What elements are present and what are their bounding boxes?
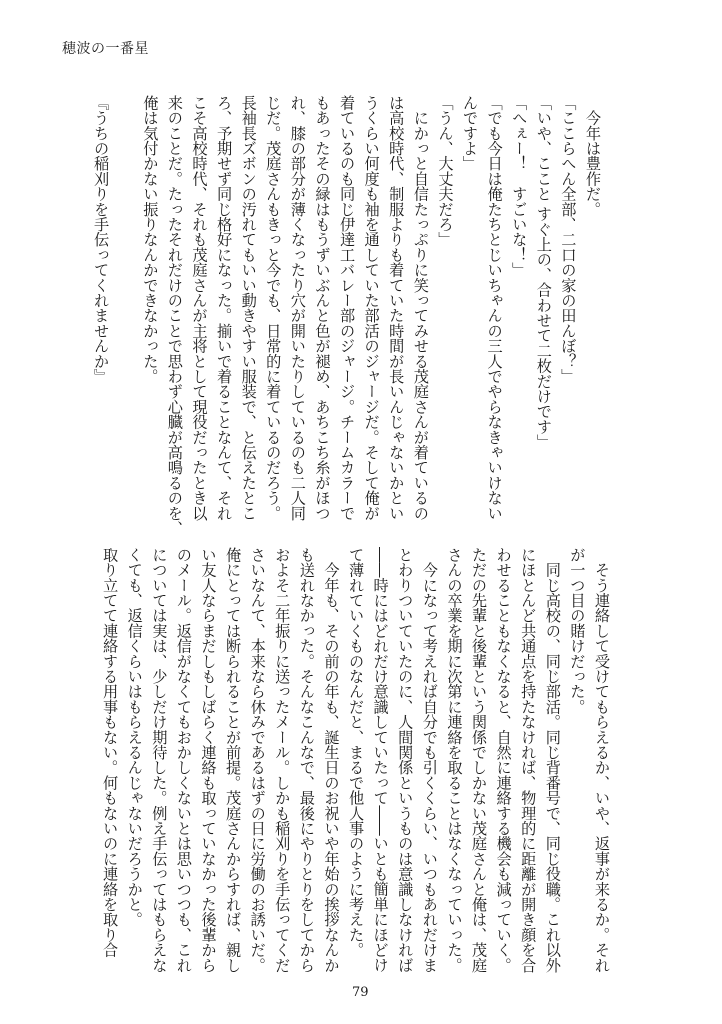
text-column: わせることもなくなると、自然に連絡する機会も減っていく。 <box>494 547 513 973</box>
text-column: については実は、少しだけ期待した。例え手伝ってはもらえな <box>150 547 169 973</box>
text-column: て薄れていくものなんだと、まるで他人事のように考えた。 <box>347 547 366 958</box>
text-column: とわりついていたのに、人間関係というものは意識しなければ <box>396 547 415 973</box>
text-column: 俺にとっては断られることが前提。茂庭さんからすれば、親し <box>224 547 243 973</box>
text-column <box>113 95 138 510</box>
running-header: 穂波の一番星 <box>62 41 149 57</box>
text-column: およそ二年振りに送ったメール。しかも稲刈りを手伝ってくだ <box>273 547 292 973</box>
text-column: 着ているのも同じ伊達工バレー部のジャージ。チームカラーで <box>338 95 357 521</box>
page-number: 79 <box>352 985 369 1000</box>
text-column: 「うん、大丈夫だろ」 <box>436 95 455 247</box>
text-column: 「いや、ここと すぐ上の、合わせて二枚だけです」 <box>534 95 553 450</box>
lower-text-block <box>98 547 614 973</box>
text-column: 取り立てて連絡する用事もない。何もないのに連絡を取り合 <box>101 547 120 958</box>
text-column: こそ高校時代、それも茂庭さんが主将として現役だったとき以 <box>190 95 209 521</box>
text-column: 「でも今日は俺たちとじいちゃんの三人でやらなきゃいけない <box>485 95 504 521</box>
text-column: が一つ目の賭けだった。 <box>568 547 587 715</box>
text-column: んですよ」 <box>461 95 480 171</box>
text-column: もあったその緑はもうずいぶんと色が褪め、あちこち糸がほつ <box>313 95 332 521</box>
text-column: さいなんて、本来なら休みであるはずの日に労働のお誘いだ。 <box>248 547 267 973</box>
text-column: い友人ならまだしもしばらく連絡も取っていなかった後輩から <box>199 547 218 973</box>
text-column: のメール。返信がなくてもおかしくないとは思いつつも、これ <box>174 547 193 973</box>
text-column: じだ。茂庭さんもきっと今でも、日常的に着ているのだろう。 <box>264 95 283 521</box>
text-column: 長袖長ズボンの汚れてもいい動きやすい服装で、と伝えたとこ <box>239 95 258 521</box>
text-column: ただの先輩と後輩という関係でしかない茂庭さんと俺は、茂庭 <box>470 547 489 973</box>
text-column: 「ここらへん全部、二口の家の田んぼ？」 <box>559 95 578 384</box>
text-column: 同じ高校の、同じ部活。同じ背番号で、同じ役職。これ以外 <box>543 547 562 973</box>
text-column: にほとんど共通点を持たなければ、物理的に距離が開き顔を合 <box>519 547 538 973</box>
text-column: れ、膝の部分が薄くなったり穴が開いたりしているのも二人同 <box>288 95 307 521</box>
text-column: 今年も、その前の年も、誕生日のお祝いや年始の挨拶なんか <box>322 547 341 973</box>
text-column: 今年は豊作だ。 <box>584 95 602 217</box>
text-column: ろ、予期せず同じ格好になった。揃いで着ることなんて、それ <box>215 95 234 521</box>
upper-text-block <box>89 95 605 536</box>
text-column: ――時にはどれだけ意識していたって――いとも簡単にほどけ <box>371 547 390 973</box>
text-column: も送れなかった。そんなこんなで、最後にやりとりをしてから <box>297 547 316 973</box>
text-column: うくらい何度も袖を通していた部活のジャージだ。そして俺が <box>362 95 381 521</box>
text-column: さんの卒業を期に次第に連絡を取ることはなくなっていった。 <box>445 547 464 973</box>
text-column: は高校時代、制服よりも着ていた時間が長いんじゃないかとい <box>387 95 406 521</box>
text-column: そう連絡して受けてもらえるか、いや、返事が来るか。それ <box>593 547 611 973</box>
text-column: 今になって考えれば自分でも引くくらい、いつもあれだけま <box>420 547 439 973</box>
text-column: 来のことだ。たったそれだけのことで思わず心臓が高鳴るのを、 <box>165 95 184 536</box>
text-column: くても、返信くらいはもらえるんじゃないだろうかと。 <box>125 547 144 927</box>
text-column: にかっと自信たっぷりに笑ってみせる茂庭さんが着ているの <box>411 95 430 521</box>
text-column: 『うちの稲刈りを手伝ってくれませんか』 <box>92 95 111 384</box>
text-column: 「へぇー！ すごいな！」 <box>510 95 529 278</box>
text-column: 俺は気付かない振りなんかできなかった。 <box>141 95 160 384</box>
